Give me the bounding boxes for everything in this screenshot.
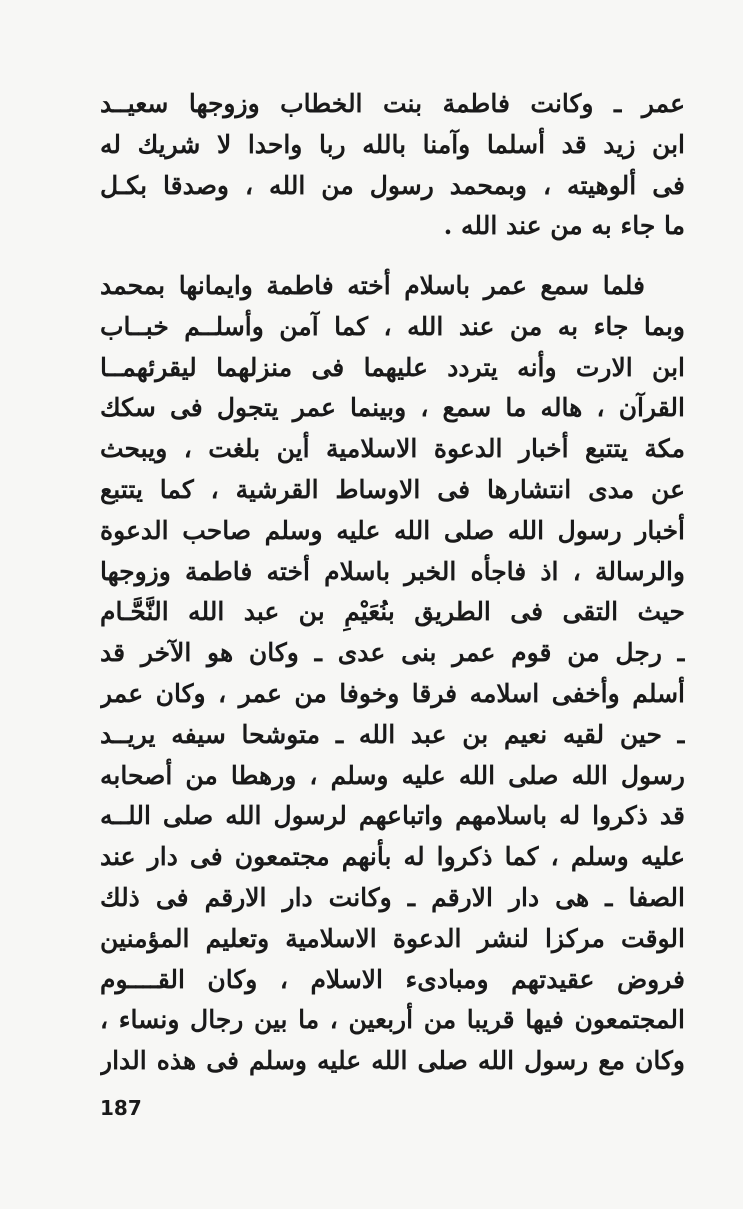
text-line: قد ذكروا له باسلامهم واتباعهم لرسول الله صلى اللــه xyxy=(100,801,685,831)
text-line: رسول الله صلى الله عليه وسلم ، ورهطا من أصحابه xyxy=(100,760,685,790)
paragraph-2 xyxy=(100,266,685,1082)
text-line: فى ألوهيته ، وبمحمد رسول من الله ، وصدقا بكـل xyxy=(100,170,685,200)
text-line: الصفا ـ هى دار الارقم ـ وكانت دار الارقم فى ذلك xyxy=(100,882,685,912)
text-line: أسلم وأخفى اسلامه فرقا وخوفا من عمر ، وكان عمر xyxy=(100,678,685,708)
text-line: عمر ـ وكانت فاطمة بنت الخطاب وزوجها سعيــد xyxy=(100,89,685,118)
text-line: الوقت مركزا لنشر الدعوة الاسلامية وتعليم المؤمنين xyxy=(100,923,685,953)
text-line: مكة يتتبع أخبار الدعوة الاسلامية أين بلغت ، ويبحث xyxy=(100,434,685,464)
text-line: ابن الارت وأنه يتردد عليهما فى منزلهما ليقرئهمــا xyxy=(100,352,685,382)
text-line: فلما سمع عمر باسلام أخته فاطمة وايمانها بمحمد xyxy=(100,271,645,300)
text-line: القرآن ، هاله ما سمع ، وبينما عمر يتجول فى سكك xyxy=(100,393,685,423)
text-line: فروض عقيدتهم ومبادىء الاسلام ، وكان القــــوم xyxy=(100,964,685,994)
text-line: ـ حين لقيه نعيم بن عبد الله ـ متوشحا سيفه يريــد xyxy=(100,719,685,749)
text-line: عليه وسلم ، كما ذكروا له بأنهم مجتمعون فى دار عند xyxy=(100,842,685,872)
text-line: أخبار رسول الله صلى الله عليه وسلم صاحب الدعوة xyxy=(100,515,685,545)
text-line: والرسالة ، اذ فاجأه الخبر باسلام أخته فاطمة وزوجها xyxy=(100,556,685,586)
text-line: ما جاء به من عند الله . xyxy=(443,211,685,241)
text-line: وبما جاء به من عند الله ، كما آمن وأسلــم خبــاب xyxy=(100,311,685,341)
page-number: 187 xyxy=(100,1096,142,1120)
text-line: المجتمعون فيها قريبا من أربعين ، ما بين رجال ونساء ، xyxy=(100,1005,685,1035)
paragraph-1 xyxy=(100,84,685,247)
text-line: ابن زيد قد أسلما وآمنا بالله ربا واحدا لا شريك له xyxy=(100,129,685,159)
text-line: عن مدى انتشارها فى الاوساط القرشية ، كما يتتبع xyxy=(100,474,685,504)
text-line: وكان مع رسول الله صلى الله عليه وسلم فى هذه الدار xyxy=(100,1046,685,1076)
text-line: حيث التقى فى الطريق بنُعَيْمِ بن عبد الله النَّحَّـام xyxy=(100,597,685,627)
text-line: ـ رجل من قوم عمر بنى عدى ـ وكان هو الآخر قد xyxy=(100,638,685,668)
